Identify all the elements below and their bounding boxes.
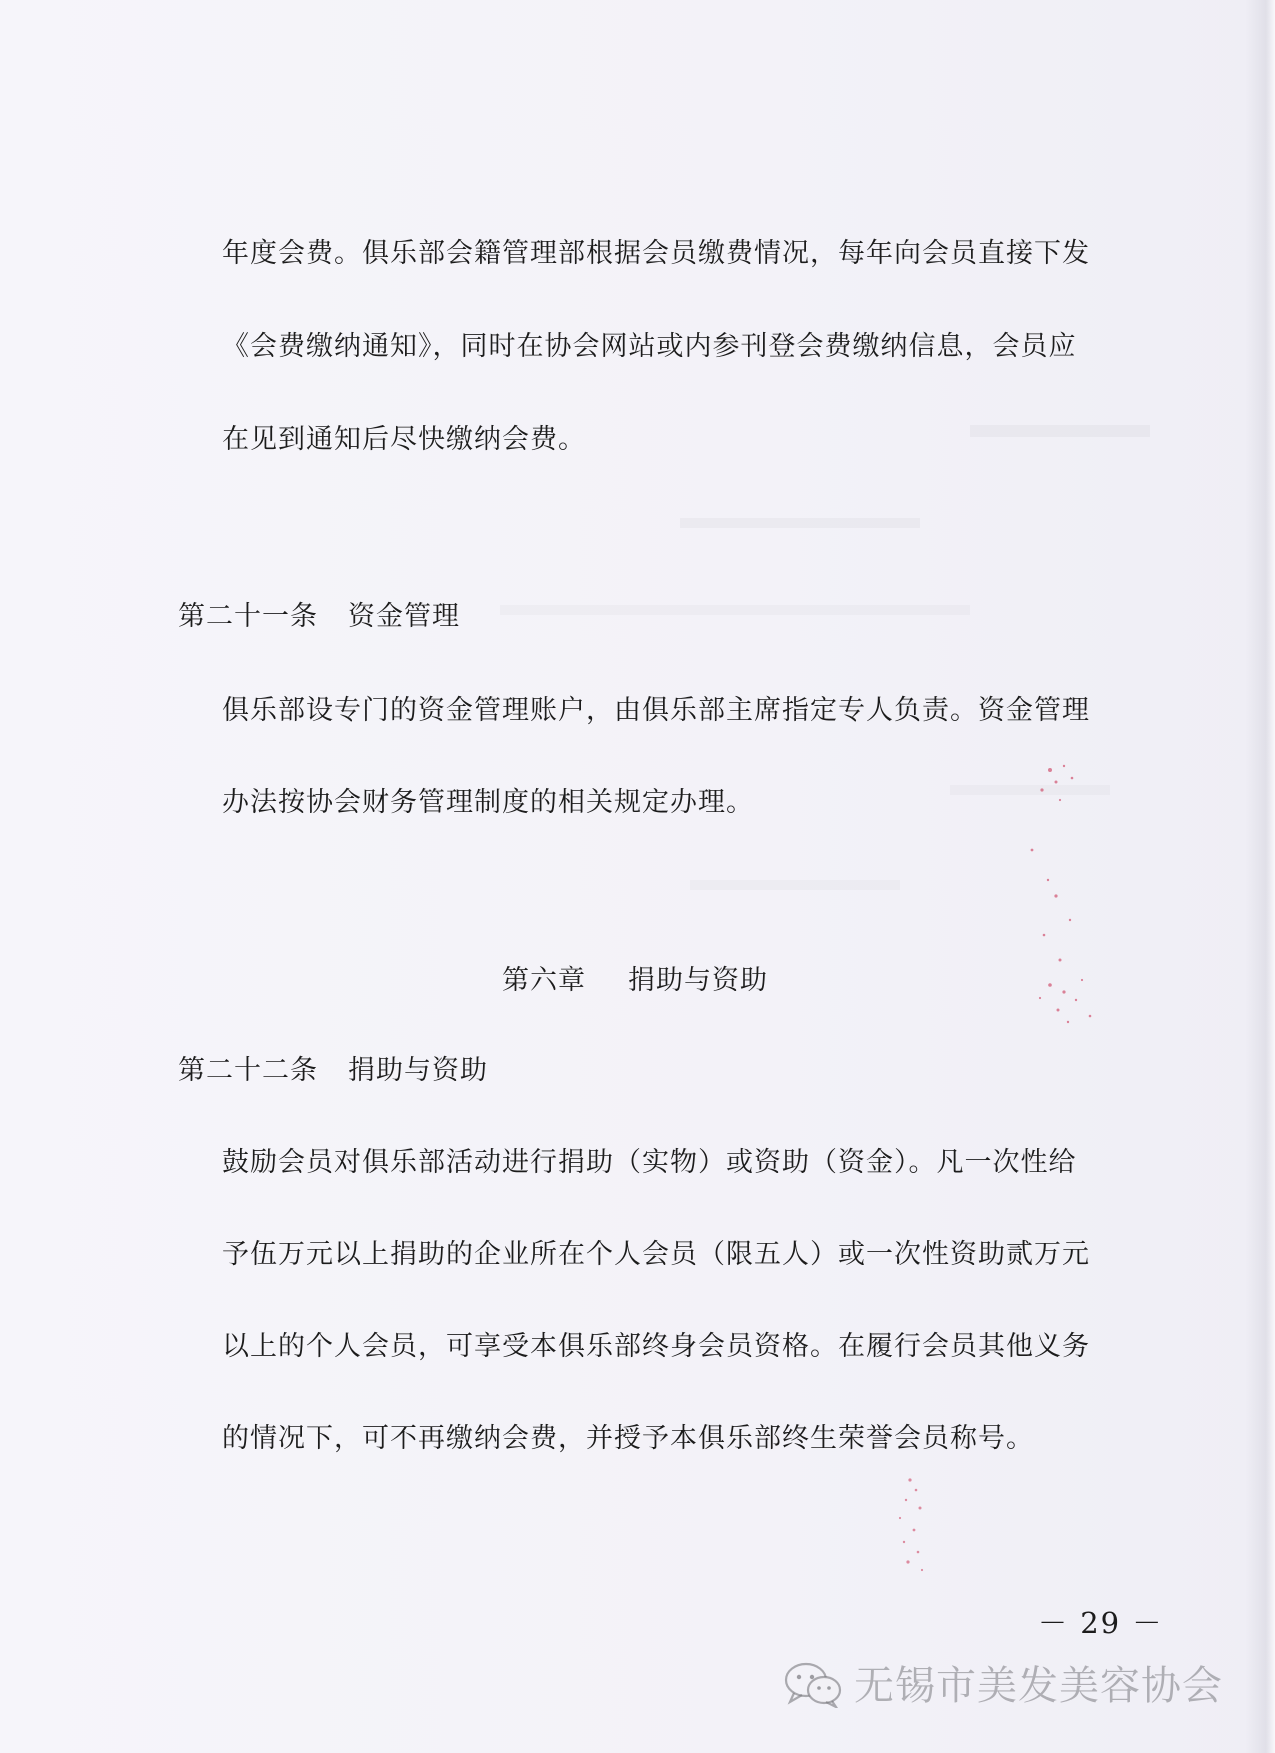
article-number: 第二十二条 <box>178 1055 318 1086</box>
article-number: 第二十一条 <box>178 601 318 632</box>
wechat-icon <box>782 1660 844 1712</box>
chapter-6-heading <box>502 961 768 1001</box>
article-title: 捐助与资助 <box>348 1055 488 1086</box>
paragraph-line: 在见到通知后尽快缴纳会费。 <box>222 424 586 455</box>
article-title: 资金管理 <box>348 601 460 632</box>
bleed-through <box>680 518 920 528</box>
bleed-through <box>690 880 900 890</box>
paragraph-line: 《会费缴纳通知》，同时在协会网站或内参刊登会费缴纳信息，会员应 <box>222 331 1077 362</box>
page-edge-shadow <box>1245 0 1275 1753</box>
chapter-title: 捐助与资助 <box>628 965 768 996</box>
paragraph-line: 办法按协会财务管理制度的相关规定办理。 <box>222 787 754 818</box>
chapter-number: 第六章 <box>502 965 586 996</box>
paragraph-line: 的情况下，可不再缴纳会费，并授予本俱乐部终生荣誉会员称号。 <box>222 1423 1034 1454</box>
page-number: － 29 － <box>1038 1606 1164 1640</box>
paragraph-line: 年度会费。俱乐部会籍管理部根据会员缴费情况，每年向会员直接下发 <box>222 238 1090 269</box>
wechat-watermark <box>782 1660 1223 1712</box>
paragraph-line: 予伍万元以上捐助的企业所在个人会员（限五人）或一次性资助贰万元 <box>222 1239 1090 1270</box>
seal-bleed-upper <box>1020 730 1130 1040</box>
bleed-through <box>500 605 970 615</box>
paragraph-line: 鼓励会员对俱乐部活动进行捐助（实物）或资助（资金）。凡一次性给 <box>222 1147 1077 1178</box>
seal-bleed-lower <box>880 1470 950 1580</box>
article-22-heading <box>178 1051 488 1091</box>
watermark-text: 无锡市美发美容协会 <box>854 1663 1223 1709</box>
bleed-through <box>970 425 1150 437</box>
article-21-heading <box>178 597 460 637</box>
bleed-through <box>950 785 1110 795</box>
paragraph-line: 俱乐部设专门的资金管理账户，由俱乐部主席指定专人负责。资金管理 <box>222 695 1090 726</box>
paragraph-line: 以上的个人会员，可享受本俱乐部终身会员资格。在履行会员其他义务 <box>222 1331 1090 1362</box>
